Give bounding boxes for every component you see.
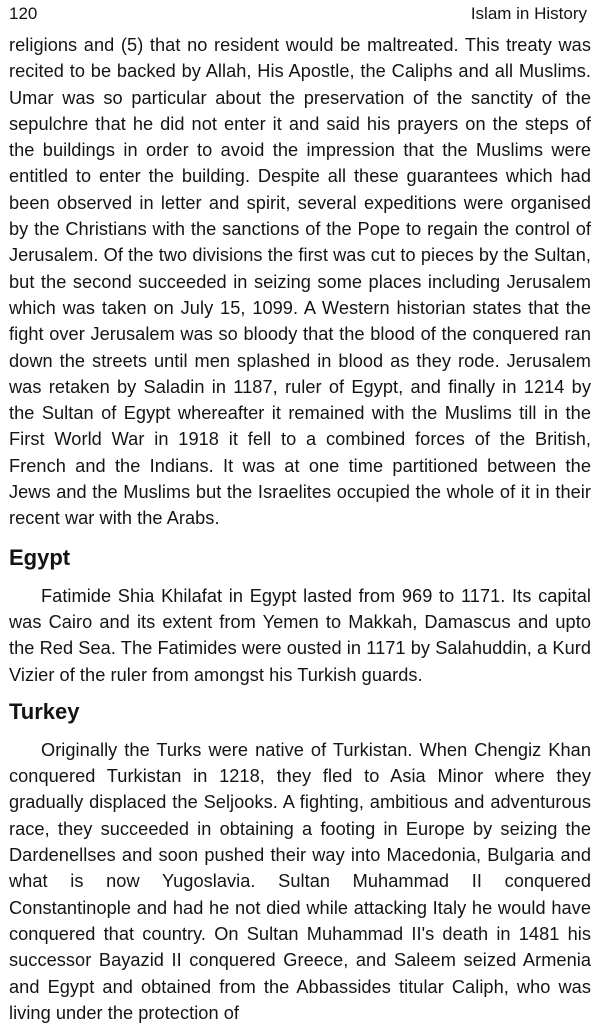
paragraph-jerusalem-continued: religions and (5) that no resident would be maltreated. This treaty was recited to be backed by Allah, His Apostle, the Caliphs and all Muslims. Umar was so particular about the preservation of the sanctity of the sepulchre that he did not enter it and said his prayers on the steps of the buildings in order to avoid the impression that the Muslims were entitled to enter the building. Despite all these guarantees which had been observed in letter and spirit, several expeditions were organised by the Christians with the sanctions of the Pope to regain the control of Jerusalem. Of the two divisions the first was cut to pieces by the Sultan, but the second succeeded in seizing some places including Jerusalem which was taken on July 15, 1099. A Western historian states that the fight over Jerusalem was so bloody that the blood of the conquered ran down the streets until men splashed in blood as they rode. Jerusalem was retaken by Saladin in 1187, ruler of Egypt, and finally in 1214 by the Sultan of Egypt whereafter it remained with the Muslims till in the First World War in 1918 it fell to a combined forces of the British, French and the Indians. It was at one time partitioned between the Jews and the Muslims but the Israelites occupied the whole of it in their recent war with the Arabs.	[9, 35, 591, 529]
section-heading-egypt: Egypt	[9, 544, 71, 570]
body-text	[9, 32, 591, 1026]
paragraph-turkey: Originally the Turks were native of Turkistan. When Chengiz Khan conquered Turkistan in 1218, they fled to Asia Minor where they gradually displaced the Seljooks. A fighting, ambitious and adventurous race, they succeeded in obtaining a footing in Europe by seizing the Dardenellses and soon pushed their way into Macedonia, Bulgaria and what is now Yugoslavia. Sultan Muhammad II conquered Constantinople and had he not died while attacking Italy he would have conquered that country. On Sultan Muhammad II's death in 1481 his successor Bayazid II conquered Greece, and Saleem seized Armenia and Egypt and obtained from the Abbassides titular Caliph, who was living under the protection of	[9, 739, 591, 1023]
paragraph-egypt: Fatimide Shia Khilafat in Egypt lasted from 969 to 1171. Its capital was Cairo and its extent from Yemen to Makkah, Damascus and upto the Red Sea. The Fatimides were ousted in 1171 by Salahuddin, a Kurd Vizier of the ruler from amongst his Turkish guards.	[9, 585, 591, 685]
running-head	[9, 0, 591, 32]
running-title: Islam in History	[470, 4, 587, 23]
section-heading-turkey: Turkey	[9, 698, 80, 724]
page-number: 120	[9, 4, 38, 23]
